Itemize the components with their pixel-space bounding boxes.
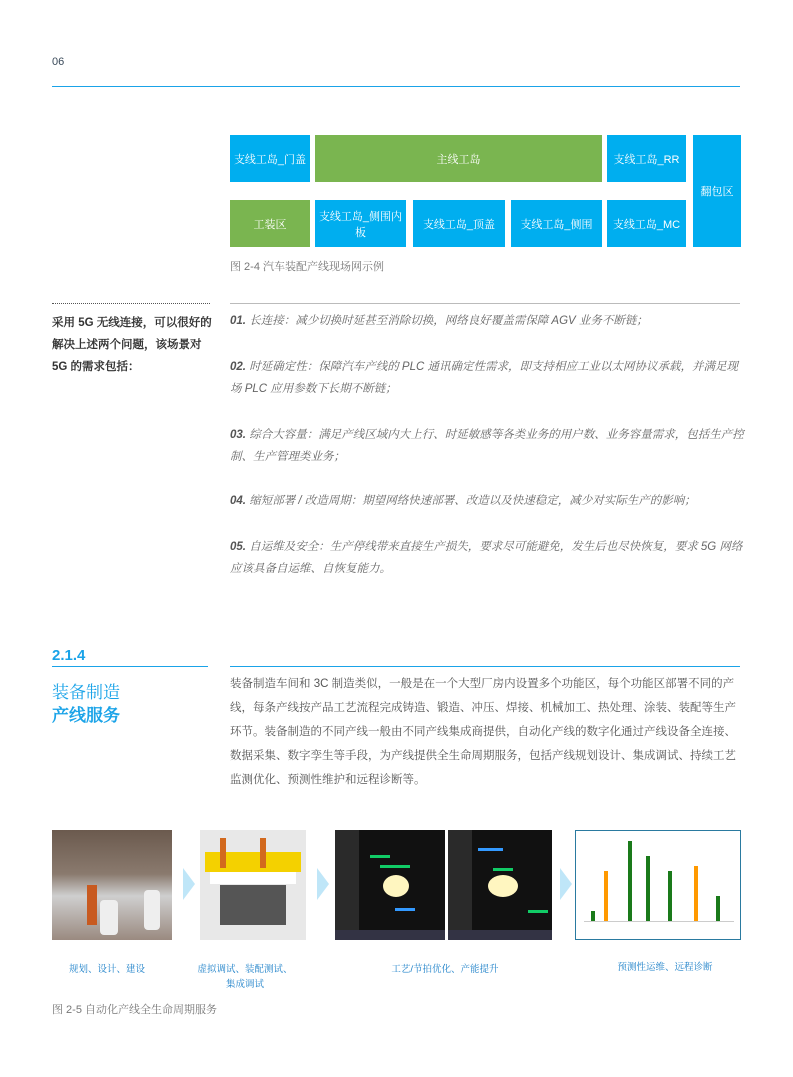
item-number: 01. bbox=[230, 315, 246, 327]
zone-mc: 支线工岛_MC bbox=[607, 200, 686, 247]
section-title-line1: 装备制造 bbox=[52, 683, 120, 702]
item-number: 03. bbox=[230, 429, 246, 441]
section-rule bbox=[230, 666, 740, 667]
stage-label-planning: 规划、设计、建设 bbox=[68, 964, 145, 975]
zone-main: 主线工岛 bbox=[315, 135, 602, 182]
zone-tooling: 工装区 bbox=[230, 200, 310, 247]
dotted-divider bbox=[52, 303, 210, 304]
zone-door: 支线工岛_门盖 bbox=[230, 135, 310, 182]
item-text: 满足产线区域内大上行、时延敏感等各类业务的用户数、业务容量需求，包括生产控制、生产管理类业务； bbox=[230, 429, 744, 463]
stage-label-commissioning: 虚拟调试、装配测试、集成调试 bbox=[197, 964, 293, 990]
zone-side: 支线工岛_侧围 bbox=[511, 200, 602, 247]
predictive-maintenance-chart bbox=[575, 830, 741, 940]
section-number: 2.1.4 bbox=[52, 647, 86, 664]
item-title: 时延确定性： bbox=[249, 361, 319, 373]
factory-photo bbox=[52, 830, 172, 940]
figure-2-5-caption: 图 2-5 自动化产线全生命周期服务 bbox=[52, 1004, 218, 1016]
zone-wrap: 翻包区 bbox=[693, 135, 741, 247]
requirement-item bbox=[230, 536, 745, 580]
item-title: 综合大容量： bbox=[249, 429, 319, 441]
section-divider bbox=[230, 303, 740, 304]
item-title: 自运维及安全： bbox=[249, 541, 330, 553]
stage-label-optimization: 工艺/节拍优化、产能提升 bbox=[391, 964, 499, 975]
section-underline bbox=[52, 666, 208, 667]
section-title-line2: 产线服务 bbox=[52, 706, 120, 725]
requirement-item bbox=[230, 490, 745, 512]
item-number: 02. bbox=[230, 361, 246, 373]
stage-label-maintenance: 预测性运维、远程诊断 bbox=[617, 962, 713, 973]
section-body: 装备制造车间和 3C 制造类似，一般是在一个大型厂房内设置多个功能区，每个功能区部署不同的产线，每条产线按产品工艺流程完成铸造、锻造、冲压、焊接、机械加工、热处理、涂装、装配等生产环节。装备制造的不同产线一般由不同产线集成商提供，自动化产线的数字化通过产线设备全连接、数据采集、数字孪生等手段，为产线提供全生命周期服务，包括产线规划设计、集成调试、持续工艺监测优化、预测性维护和远程诊断等。 bbox=[230, 678, 736, 786]
process-timeline-screen-1 bbox=[335, 830, 445, 940]
requirement-item bbox=[230, 424, 745, 468]
page-number: 06 bbox=[52, 56, 65, 68]
requirements-lead: 采用 5G 无线连接，可以很好的解决上述两个问题，该场景对 5G 的需求包括： bbox=[52, 317, 212, 373]
chevron-right-icon bbox=[183, 868, 195, 900]
item-number: 04. bbox=[230, 495, 246, 507]
process-timeline-screen-2 bbox=[448, 830, 552, 940]
virtual-commissioning-image bbox=[200, 830, 306, 940]
zone-side-inner: 支线工岛_侧围内板 bbox=[315, 200, 406, 247]
item-title: 缩短部署 / 改造周期： bbox=[249, 495, 363, 507]
chevron-right-icon bbox=[317, 868, 329, 900]
chevron-right-icon bbox=[560, 868, 572, 900]
requirement-item bbox=[230, 356, 745, 400]
requirement-item bbox=[230, 310, 745, 332]
item-number: 05. bbox=[230, 541, 246, 553]
item-text: 减少切换时延甚至消除切换，网络良好覆盖需保障 AGV 业务不断链； bbox=[295, 315, 648, 327]
item-title: 长连接： bbox=[249, 315, 296, 327]
item-text: 生产停线带来直接生产损失，要求尽可能避免，发生后也尽快恢复，要求 5G 网络应该具备自运维、自恢复能力。 bbox=[230, 541, 743, 575]
figure-2-4-caption: 图 2-4 汽车装配产线现场网示例 bbox=[230, 261, 385, 273]
item-text: 保障汽车产线的 PLC 通讯确定性需求，即支持相应工业以太网协议承载，并满足现场 PLC 应用参数下长期不断链； bbox=[230, 361, 738, 395]
zone-roof: 支线工岛_顶盖 bbox=[413, 200, 505, 247]
item-text: 期望网络快速部署、改造以及快速稳定，减少对实际生产的影响； bbox=[362, 495, 696, 507]
zone-rr: 支线工岛_RR bbox=[607, 135, 686, 182]
header-divider bbox=[52, 86, 740, 87]
